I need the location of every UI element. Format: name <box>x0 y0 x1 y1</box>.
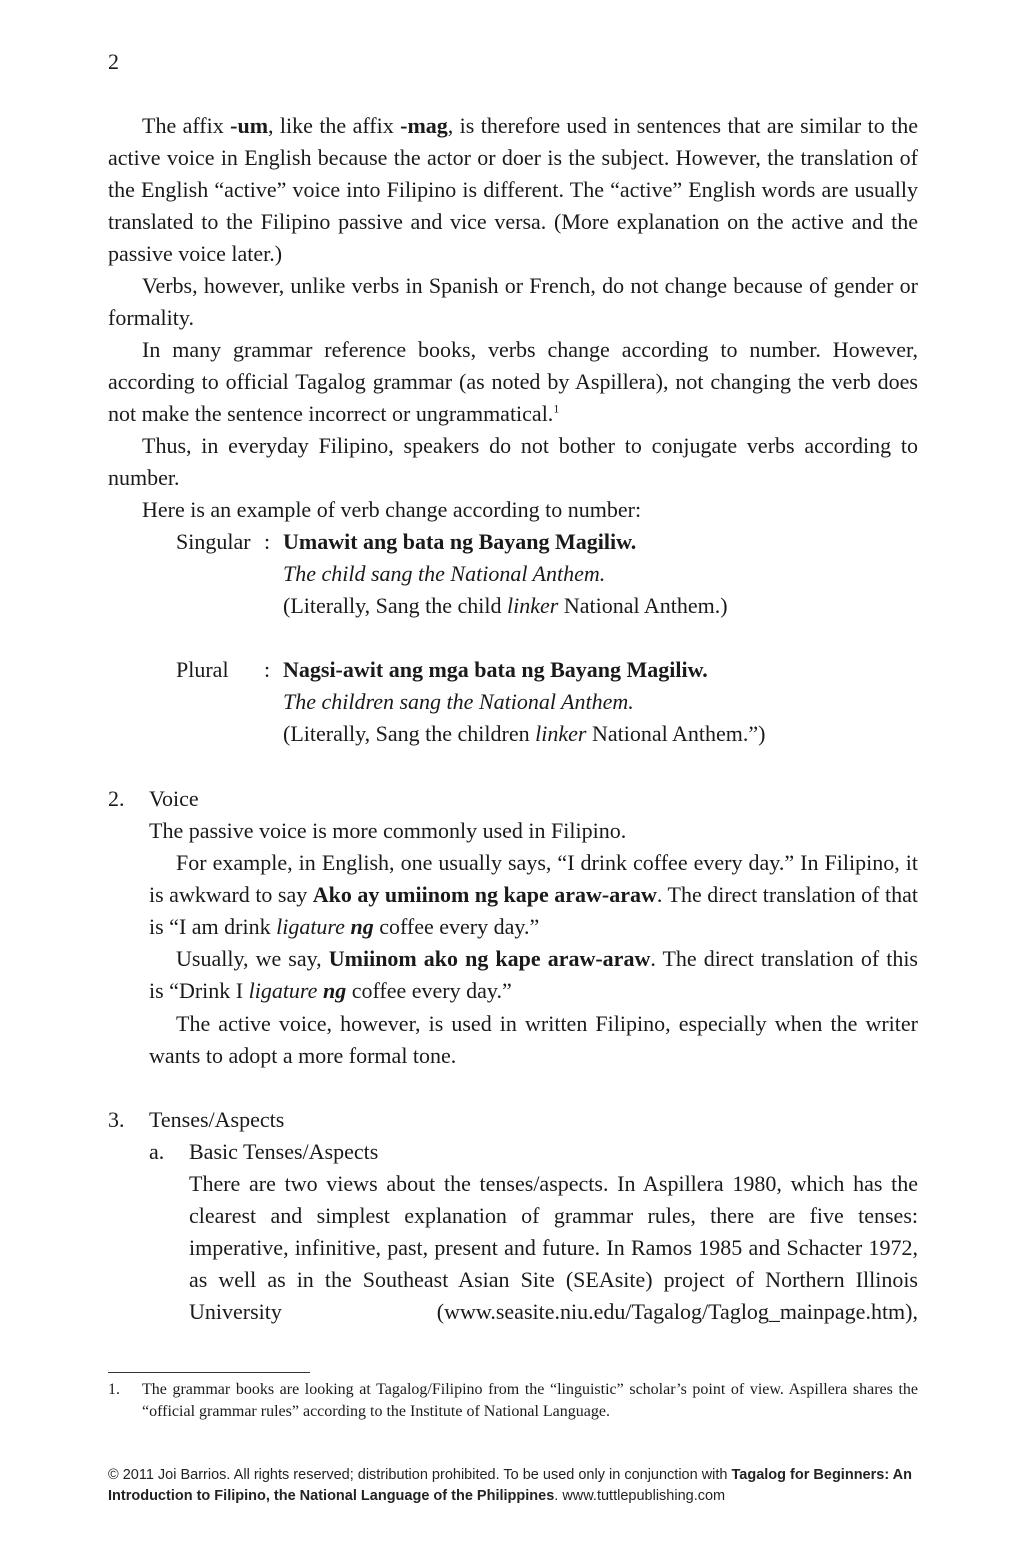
italic-ligature: ligature <box>248 978 318 1003</box>
section-3-title: Tenses/Aspects <box>149 1107 285 1132</box>
text: The affix <box>142 113 231 138</box>
bold-tagalog: Umiinom ako ng kape araw-araw <box>328 946 651 971</box>
text: (Literally, Sang the child <box>283 593 508 618</box>
text: In many grammar reference books, verbs change according to number. However, according to official Tagalog grammar (as noted by Aspillera), not changing the verb does not make the sentence incorrect or ungrammatical. <box>108 337 918 426</box>
english-translation: The children sang the National Anthem. <box>283 689 634 714</box>
bold-italic-ng: ng <box>350 914 374 939</box>
copyright-footer <box>108 1465 918 1507</box>
italic-linker: linker <box>507 593 559 618</box>
bold-affix-um: -um <box>230 113 269 138</box>
section-3-number: 3. <box>108 1107 125 1132</box>
footnote-number: 1. <box>108 1381 120 1398</box>
section-2-active-para: The active voice, however, is used in written Filipino, especially when the writer wants to adopt a more formal tone. <box>149 1011 918 1068</box>
text: National Anthem.) <box>558 593 728 618</box>
text: © 2011 Joi Barrios. All rights reserved; distribution prohibited. To be used only in conjunction with <box>108 1467 732 1483</box>
plural-label: Plural <box>176 657 229 682</box>
bold-affix-mag: -mag <box>400 113 448 138</box>
page-number: 2 <box>108 49 119 74</box>
example-intro: Here is an example of verb change according to number: <box>142 497 642 522</box>
subsection-a-number: a. <box>149 1139 165 1164</box>
footnote-text: The grammar books are looking at Tagalog/Filipino from the “linguistic” scholar’s point of view. Aspillera shares the “official grammar rules” according to the Institute of National Language. <box>142 1381 918 1420</box>
plural-colon: : <box>264 657 271 682</box>
italic-ligature: ligature <box>276 914 345 939</box>
text: . The direct translation of that is “I am drink <box>149 882 918 939</box>
plural-sentence <box>283 654 708 686</box>
plural-translation <box>283 686 634 718</box>
text: , is therefore used in sentences that are similar to the active voice in English because the actor or doer is the subject. However, the translation of the English “active” voice into Filipino is different. The “active” English words are usually translated to the Filipino passive and vice versa. (More explanation on the active and the passive voice later.) <box>108 113 918 266</box>
book-title: Tagalog for Beginners: An Introduction to Filipino, the National Language of the Philippines <box>108 1467 912 1504</box>
section-2-title: Voice <box>149 786 199 811</box>
english-translation: The child sang the National Anthem. <box>283 561 606 586</box>
subsection-a-title: Basic Tenses/Aspects <box>189 1139 379 1164</box>
paragraph-everyday: Thus, in everyday Filipino, speakers do not bother to conjugate verbs according to number. <box>108 433 918 490</box>
section-3-para: There are two views about the tenses/aspects. In Aspillera 1980, which has the clearest and simplest explanation of grammar rules, there are five tenses: imperative, infinitive, past, present and future. In Ramos 1985 and Schacter 1972, as well as in the Southeast Asian Site (SEAsite) project of Northern Illinois University (www.seasite.niu.edu/Tagalog/Taglog_mainpage.htm), <box>189 1171 918 1324</box>
section-2-usual-para <box>149 943 918 1007</box>
text: . The direct translation of this is “Drink I <box>149 946 918 1003</box>
text: coffee every day.” <box>373 914 540 939</box>
tagalog-sentence: Nagsi-awit ang mga bata ng Bayang Magiliw. <box>283 657 708 682</box>
section-2-example-para <box>149 847 918 943</box>
tagalog-sentence: Umawit ang bata ng Bayang Magiliw. <box>283 529 637 554</box>
paragraph-verbs-number <box>108 334 918 430</box>
footnote-divider <box>108 1372 310 1373</box>
text: , like the affix <box>268 113 401 138</box>
text: (Literally, Sang the children <box>283 721 536 746</box>
paragraph-verbs-gender: Verbs, however, unlike verbs in Spanish or French, do not change because of gender or formality. <box>108 273 918 330</box>
section-2-intro: The passive voice is more commonly used in Filipino. <box>149 818 627 843</box>
singular-translation <box>283 558 605 590</box>
section-2-number: 2. <box>108 786 125 811</box>
bold-tagalog: Ako ay umiinom ng kape araw-araw <box>312 882 657 907</box>
italic-linker: linker <box>535 721 587 746</box>
singular-literal <box>283 590 728 622</box>
text: National Anthem.”) <box>586 721 766 746</box>
bold-italic-ng: ng <box>322 978 347 1003</box>
singular-colon: : <box>264 529 271 554</box>
text: coffee every day.” <box>346 978 512 1003</box>
singular-sentence <box>283 526 636 558</box>
text: For example, in English, one usually says, “I drink coffee every day.” In Filipino, it is awkward to say <box>149 850 918 907</box>
text: Usually, we say, <box>176 946 329 971</box>
footnote-ref: 1 <box>553 401 560 416</box>
plural-literal <box>283 718 765 750</box>
text: . www.tuttlepublishing.com <box>554 1488 726 1504</box>
singular-label: Singular <box>176 529 251 554</box>
paragraph-affix <box>108 110 918 270</box>
